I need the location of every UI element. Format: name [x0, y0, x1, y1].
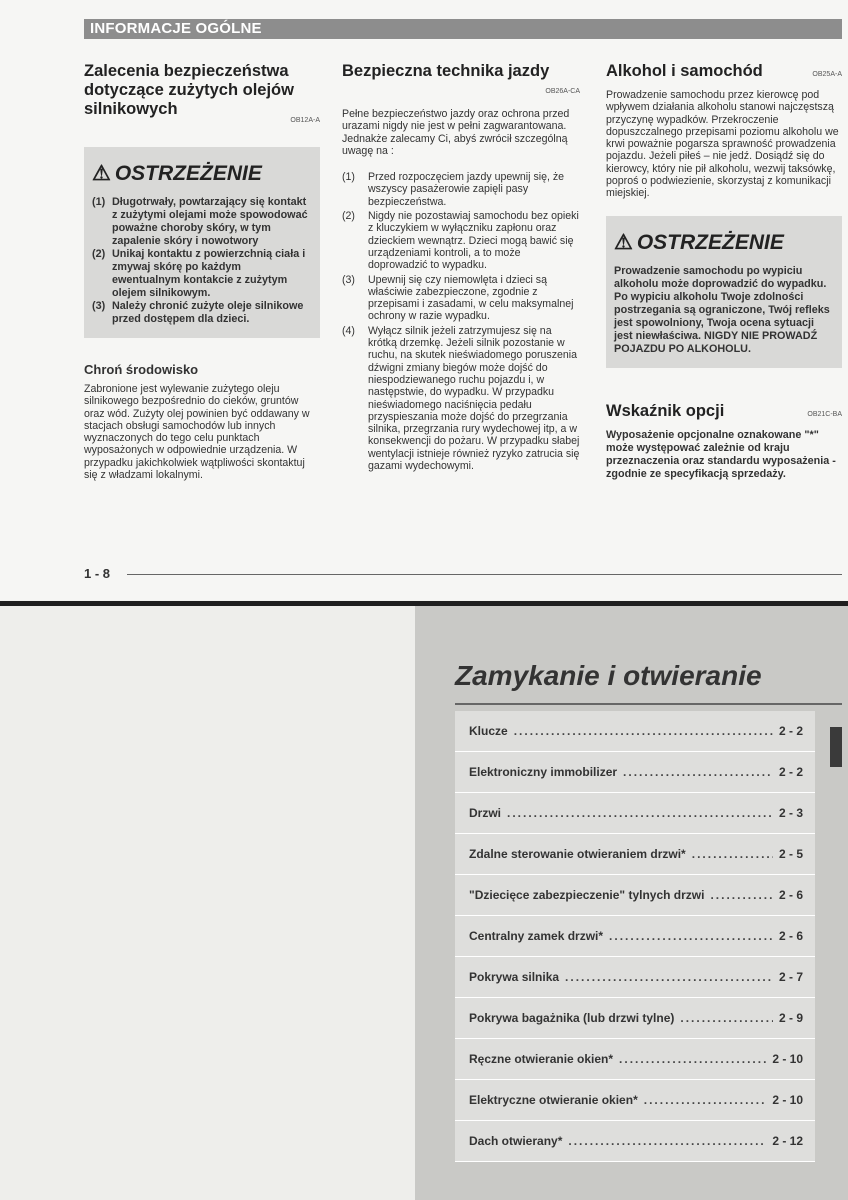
section-header-bar	[84, 19, 842, 39]
toc-entry-page: 2 - 2	[778, 724, 803, 738]
option-indicator-heading: Wskaźnik opcji	[606, 401, 725, 420]
toc-entry[interactable]	[455, 1080, 815, 1121]
toc-leader-dots	[710, 888, 773, 902]
toc-entry-page: 2 - 12	[772, 1134, 803, 1148]
toc-leader-dots	[568, 1134, 766, 1148]
option-indicator-code: OB21C-BA	[807, 410, 842, 418]
column-alcohol	[606, 62, 842, 481]
alcohol-heading: Alkohol i samochód	[606, 62, 763, 80]
toc-leader-dots	[644, 1093, 767, 1107]
toc-entry-label: Klucze	[469, 724, 508, 738]
toc-entry-page: 2 - 5	[778, 847, 803, 861]
toc-entry-label: Dach otwierany*	[469, 1134, 563, 1148]
toc-entry-page: 2 - 10	[772, 1093, 803, 1107]
toc-entry[interactable]	[455, 916, 815, 957]
warning-triangle-icon: ⚠	[614, 230, 633, 254]
toc-leader-dots	[619, 1052, 766, 1066]
oil-warning-box	[84, 147, 320, 338]
toc-leader-dots	[609, 929, 773, 943]
column-oil-safety	[84, 62, 320, 481]
chapter-title-rule	[455, 703, 842, 705]
table-of-contents	[455, 711, 815, 1162]
toc-entry-page: 2 - 10	[772, 1052, 803, 1066]
toc-leader-dots	[692, 847, 773, 861]
toc-entry[interactable]	[455, 752, 815, 793]
toc-entry-page: 2 - 2	[778, 765, 803, 779]
toc-entry[interactable]	[455, 1121, 815, 1162]
oil-warning-item: (3) Należy chronić zużyte oleje silnikowe przed dostępem dla dzieci.	[92, 300, 304, 325]
toc-entry[interactable]	[455, 998, 815, 1039]
alcohol-warning-title	[614, 230, 834, 255]
oil-safety-heading: Zalecenia bezpieczeństwa dotyczące zużytych olejów silnikowych	[84, 62, 294, 118]
safe-driving-item: (1) Przed rozpoczęciem jazdy upewnij się, że wszyscy pasażerowie zapięli pasy bezpieczeństwa.	[342, 171, 565, 208]
toc-entry[interactable]	[455, 1039, 815, 1080]
toc-entry-label: "Dziecięce zabezpieczenie" tylnych drzwi	[469, 888, 705, 902]
safe-driving-heading: Bezpieczna technika jazdy	[342, 62, 550, 80]
toc-entry-label: Ręczne otwieranie okien*	[469, 1052, 614, 1066]
warning-triangle-icon: ⚠	[92, 162, 111, 185]
option-indicator-body: Wyposażenie opcjonalne oznakowane "*" może występować zależnie od kraju przeznaczenia oraz standardu wyposażenia - zgodnie ze specyfikacją sprzedaży.	[606, 428, 836, 480]
toc-entry[interactable]	[455, 834, 815, 875]
toc-entry[interactable]	[455, 711, 815, 752]
oil-warning-item: (1) Długotrwały, powtarzający się kontakt z zużytymi olejami może spowodować poważne choroby skóry, w tym zapalenie skóry i nowotwory	[92, 196, 308, 247]
toc-entry-page: 2 - 3	[778, 806, 803, 820]
oil-safety-code: OB12A-A	[290, 117, 320, 124]
oil-warning-title	[92, 161, 312, 186]
toc-entry-label: Pokrywa bagażnika (lub drzwi tylne)	[469, 1011, 675, 1025]
safe-driving-item: (2) Nigdy nie pozostawiaj samochodu bez opieki z kluczykiem w wyłączniku zapłonu oraz dzieckiem wewnątrz. Dzieci mogą bawić się urządzeniami kontroli, a to może doprowadzić to wypadku.	[342, 210, 579, 272]
column-safe-driving	[342, 62, 580, 474]
toc-entry-page: 2 - 7	[778, 970, 803, 984]
alcohol-warning-text: Prowadzenie samochodu po wypiciu alkoholu może doprowadzić do wypadku. Po wypiciu alkoholu Twoje zdolności postrzegania są ograniczone, Twój refleks jest spowolniony, Twoja ocena sytuacji jest niewłaściwa. NIGDY NIE PROWADŹ POJAZDU PO ALKOHOLU.	[614, 264, 830, 355]
toc-entry[interactable]	[455, 957, 815, 998]
oil-warning-item: (2) Unikaj kontaktu z powierzchnią ciała i zmywaj skórę po każdym ewentualnym kontakcie z zużytym olejem silnikowym.	[92, 248, 306, 299]
toc-entry-page: 2 - 6	[778, 929, 803, 943]
alcohol-warning-label: OSTRZEŻENIE	[636, 230, 784, 254]
toc-entry-label: Pokrywa silnika	[469, 970, 560, 984]
toc-entry-label: Elektroniczny immobilizer	[469, 765, 618, 779]
chapter-title: Zamykanie i otwieranie	[455, 660, 762, 691]
toc-entry-page: 2 - 6	[778, 888, 803, 902]
safe-driving-intro: Pełne bezpieczeństwo jazdy oraz ochrona przed urazami nigdy nie jest w pełni zagwarantowana. Jednakże zalecamy Ci, abyś zwrócił szczególną uwagę na :	[342, 108, 570, 157]
toc-leader-dots	[565, 970, 773, 984]
environment-subheading: Chroń środowisko	[84, 362, 199, 377]
toc-entry[interactable]	[455, 875, 815, 916]
alcohol-body: Prowadzenie samochodu przez kierowcę pod wpływem działania alkoholu stanowi najczęstszą przyczynę wypadków. Przekroczenie dopuszczalnego przepisami poziomu alkoholu we krwi poważnie pogarsza sprawność prowadzenia pojazdu. Jeżeli piłeś – nie jedź. Dosiądź się do kierowcy, który nie pił alkoholu, wezwij taksówkę, poproś o podwiezienie, skorzystaj z komunikacji miejskiej.	[606, 89, 839, 200]
toc-entry-label: Elektryczne otwieranie okien*	[469, 1093, 638, 1107]
oil-warning-label: OSTRZEŻENIE	[114, 162, 262, 185]
toc-entry[interactable]	[455, 793, 815, 834]
safe-driving-item: (4) Wyłącz silnik jeżeli zatrzymujesz się na krótką drzemkę. Jeżeli silnik pozostanie w ruchu, na skutek nieświadomego poruszenia dźwigni zmiany biegów może dojść do niespodziewanego ruchu pojazdu i, w następstwie, do wypadku. W przypadku nieświadomego naciśnięcia pedału przyspieszania może dojść do przegrzania silnika, przegrzania rury wydechowej itp, a w konsekwencji do pożaru. W przypadku słabej wentylacji istnieje również ryzyko zatrucia się gazami wydechowymi.	[342, 324, 580, 473]
footer-rule	[127, 574, 842, 575]
toc-leader-dots	[514, 724, 773, 738]
environment-body: Zabronione jest wylewanie zużytego oleju silnikowego bezpośrednio do cieków, gruntów oraz wód. Zużyty olej powinien być oddawany w stacjach obsługi samochodów lub innych wyznaczonych do tego celu punktach wyposażonych w odpowiednie urządzenia. W przypadku jakichkolwiek wątpliwości skontaktuj się z władzami lokalnymi.	[84, 383, 310, 482]
toc-entry-label: Zdalne sterowanie otwieraniem drzwi*	[469, 847, 686, 861]
toc-entry-label: Drzwi	[469, 806, 502, 820]
alcohol-warning-box	[606, 216, 842, 368]
toc-leader-dots	[507, 806, 773, 820]
toc-entry-page: 2 - 9	[778, 1011, 803, 1025]
toc-leader-dots	[680, 1011, 773, 1025]
chapter-edge-tab	[830, 727, 842, 767]
toc-entry-label: Centralny zamek drzwi*	[469, 929, 604, 943]
toc-leader-dots	[623, 765, 773, 779]
safe-driving-code: OB26A-CA	[545, 88, 580, 95]
section-header-text: INFORMACJE OGÓLNE	[90, 20, 262, 37]
safe-driving-item: (3) Upewnij się czy niemowlęta i dzieci są właściwie zabezpieczone, zgodnie z przepisami i zasadami, w celu maksymalnej ochrony w razie wypadku.	[342, 273, 574, 323]
page-number: 1 - 8	[84, 566, 111, 581]
alcohol-code: OB25A-A	[812, 71, 842, 78]
